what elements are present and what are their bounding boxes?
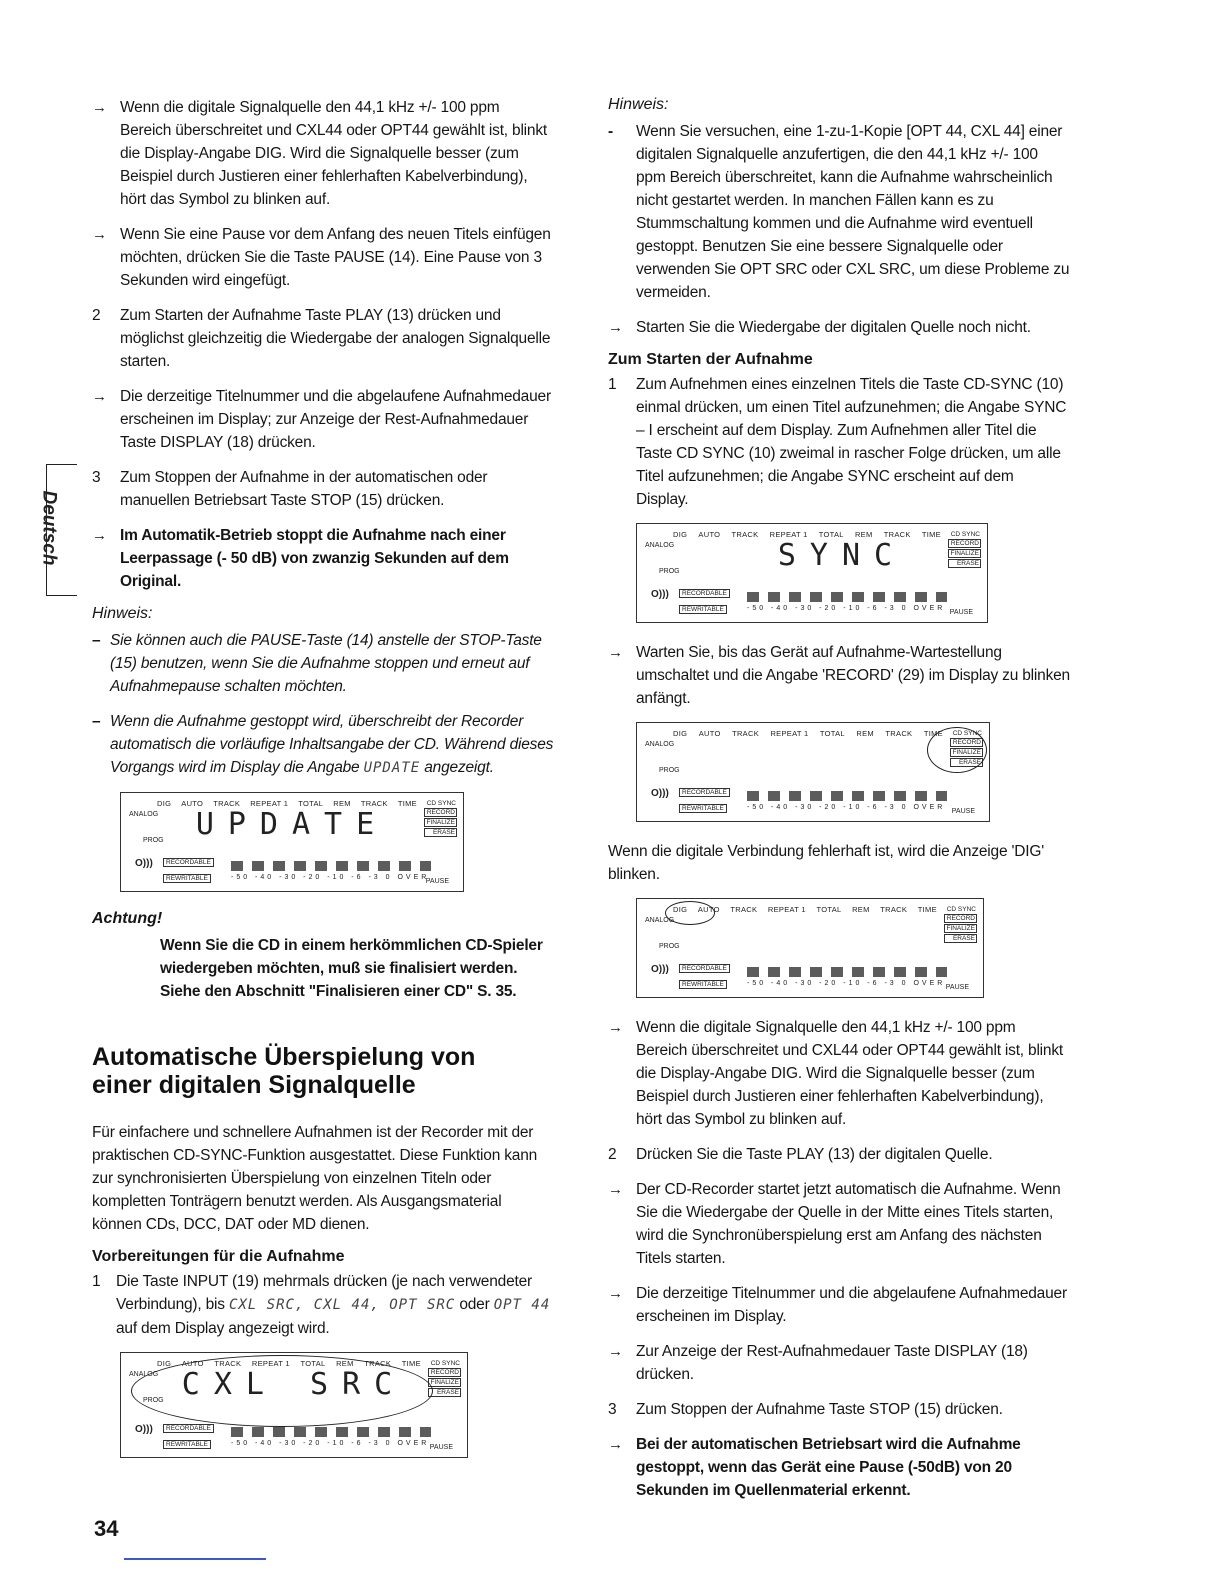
right-item: → Der CD-Recorder startet jetzt automatisch die Aufnahme. Wenn Sie die Wiedergabe der Quelle in der Mitte eines Titels starten, wird die Synchronüberspielung erst am Anfang des nächsten Titels starten.: [608, 1181, 1061, 1267]
level-meter: [231, 861, 431, 871]
left-item: → Wenn Sie eine Pause vor dem Anfang des neuen Titels einfügen möchten, drücken Sie die Taste PAUSE (14). Eine Pause von 3 Sekunden wird eingefügt.: [92, 226, 551, 289]
dig-text: Wenn die digitale Verbindung fehlerhaft ist, wird die Anzeige 'DIG' blinken.: [608, 843, 1044, 883]
lcd-main-text: CXL SRC: [181, 1367, 407, 1402]
side-tab-label: Deutsch: [38, 490, 60, 566]
start-item: 1 Zum Aufnehmen eines einzelnen Titels die Taste CD-SYNC (10) einmal drücken, um einen Titel aufzunehmen; die Angabe SYNC – I erscheint auf dem Display. Zum Aufnehmen aller Titel die Taste CD SYNC (10) zweimal in rascher Folge drücken, um alle Titel aufzunehmen; die Angabe SYNC erscheint auf dem Display.: [608, 376, 1067, 508]
right-item: → Die derzeitige Titelnummer und die abgelaufene Aufnahmedauer erscheinen im Display.: [608, 1285, 1067, 1325]
footer-rule: [124, 1558, 266, 1560]
display-cxl-src: DIG AUTO TRACK REPEAT 1 TOTAL REM TRACK TIME ANALOG PROG CXL SRC CD SYNC RECORD FINALIZE ERASE O))) RECORDABLE REWRITABLE -50 -40 -30 -20 -10 -6 -3 0 OVER PAUSE: [120, 1352, 468, 1458]
display-dig: DIG AUTO TRACK REPEAT 1 TOTAL REM TRACK TIME ANALOG PROG CD SYNC RECORD FINALIZE ERASE O))) RECORDABLE REWRITABLE -50 -40 -30 -20 -10 -6 -3 0 OVER PAUSE: [636, 898, 984, 998]
achtung-heading: Achtung!: [92, 910, 163, 927]
hinweis-item: – Sie können auch die PAUSE-Taste (14) anstelle der STOP-Taste (15) benutzen, wenn Sie die Aufnahme stoppen und erneut auf Aufnahmepause schalten möchten.: [92, 632, 542, 695]
left-item: → Die derzeitige Titelnummer und die abgelaufene Aufnahmedauer erscheinen im Display; zur Anzeige der Rest-Aufnahmedauer Taste DISPLAY (18) drücken.: [92, 388, 551, 451]
intro-text: Für einfachere und schnellere Aufnahmen ist der Recorder mit der praktischen CD-SYNC-Funktion ausgestattet. Diese Funktion kann zur synchronisierten Überspielung von einzelnen Titeln oder kompletten Tonträgern benutzt werden. Als Ausgangsmaterial können CDs, DCC, DAT oder MD dienen.: [92, 1124, 538, 1233]
lcd-main-text: UPDATE: [195, 807, 389, 842]
right-column: [608, 96, 1070, 1514]
left-item: 3 Zum Stoppen der Aufnahme in der automatischen oder manuellen Betriebsart Taste STOP (15) drücken.: [92, 469, 488, 509]
left-item: → Wenn die digitale Signalquelle den 44,1 kHz +/- 100 ppm Bereich überschreitet und CXL44 oder OPT44 gewählt ist, blinkt die Display-Angabe DIG. Wird die Signalquelle besser (zum Beispiel durch Justieren einer fehlerhaften Kabelverbindung), hört das Symbol zu blinken auf.: [92, 99, 548, 208]
lcd-main-text: SYNC: [777, 538, 907, 573]
right-item: → Wenn die digitale Signalquelle den 44,1 kHz +/- 100 ppm Bereich überschreitet und CXL44 oder OPT44 gewählt ist, blinkt die Display-Angabe DIG. Wird die Signalquelle besser (zum Beispiel durch Justieren einer fehlerhaften Kabelverbindung), hört das Symbol zu blinken auf.: [608, 1019, 1064, 1128]
achtung-text: Wenn Sie die CD in einem herkömmlichen CD-Spieler wiedergeben möchten, muß sie finalisiert werden. Siehe den Abschnitt "Finalisieren einer CD" S. 35.: [160, 937, 543, 1000]
right-item: → Starten Sie die Wiedergabe der digitalen Quelle noch nicht.: [608, 319, 1031, 336]
display-sync: DIG AUTO TRACK REPEAT 1 TOTAL REM TRACK TIME ANALOG PROG SYNC CD SYNC RECORD FINALIZE ERASE O))) RECORDABLE REWRITABLE -50 -40 -30 -20 -10 -6 -3 0 OVER PAUSE: [636, 523, 988, 623]
right-item-bold: → Bei der automatischen Betriebsart wird die Aufnahme gestoppt, wenn das Gerät eine Pause (-50dB) von 20 Sekunden im Quellenmaterial erkennt.: [608, 1436, 1021, 1499]
hinweis-item: – Wenn die Aufnahme gestoppt wird, überschreibt der Recorder automatisch die vorläufige Inhaltsangabe der CD. Während dieses Vorgangs wird im Display die Angabe UPDATE angezeigt.: [92, 713, 554, 776]
hinweis-item: - Wenn Sie versuchen, eine 1-zu-1-Kopie [OPT 44, CXL 44] einer digitalen Signalquelle anzufertigen, die den 44,1 kHz +/- 100 ppm Bereich überschreitet, kann die Aufnahme wahrscheinlich nicht gestartet werden. In manchen Fällen kann es zu Stummschaltung kommen und die Aufnahme wird eventuell gestoppt. Benutzen Sie eine bessere Signalquelle oder verwenden Sie OPT SRC oder CXL SRC, um diese Probleme zu vermeiden.: [608, 123, 1070, 301]
prep-item: 1 Die Taste INPUT (19) mehrmals drücken (je nach verwendeter Verbindung), bis CXL SRC, CXL 44, OPT SRC oder OPT 44 auf dem Display angezeigt wird.: [92, 1273, 551, 1337]
highlight-circle: [131, 1355, 433, 1427]
display-update: DIG AUTO TRACK REPEAT 1 TOTAL REM TRACK TIME ANALOG PROG UPDATE CD SYNC RECORD FINALIZE ERASE O))) RECORDABLE REWRITABLE -50 -40 -30 -20 -10 -6 -3 0 OVER PAUSE: [120, 792, 464, 892]
side-tab: [38, 464, 77, 596]
hinweis-heading: Hinweis:: [608, 96, 669, 113]
hinweis-heading: Hinweis:: [92, 605, 153, 622]
record-highlight-circle: [927, 727, 987, 773]
right-item: 3 Zum Stoppen der Aufnahme Taste STOP (15) drücken.: [608, 1401, 1003, 1418]
start-heading: Zum Starten der Aufnahme: [608, 351, 813, 368]
right-item: → Zur Anzeige der Rest-Aufnahmedauer Taste DISPLAY (18) drücken.: [608, 1343, 1028, 1383]
right-item: → Warten Sie, bis das Gerät auf Aufnahme-Wartestellung umschaltet und die Angabe 'RECORD' (29) im Display zu blinken anfängt.: [608, 644, 1070, 707]
left-item-bold: → Im Automatik-Betrieb stoppt die Aufnahme nach einer Leerpassage (- 50 dB) von zwanzig Sekunden auf dem Original.: [92, 527, 509, 590]
display-record: DIG AUTO TRACK REPEAT 1 TOTAL REM TRACK TIME ANALOG PROG CD SYNC RECORD FINALIZE ERASE O))) RECORDABLE REWRITABLE -50 -40 -30 -20 -10 -6 -3 0 OVER PAUSE: [636, 722, 990, 822]
section-title: Automatische Überspielung von einer digitalen Signalquelle: [92, 1043, 476, 1099]
lcd-status: CD SYNC RECORD FINALIZE ERASE: [426, 800, 456, 836]
right-item: 2 Drücken Sie die Taste PLAY (13) der digitalen Quelle.: [608, 1146, 993, 1163]
left-item: 2 Zum Starten der Aufnahme Taste PLAY (13) drücken und möglichst gleichzeitig die Wiedergabe der analogen Signalquelle starten.: [92, 307, 551, 370]
page-number: 34: [94, 1516, 119, 1541]
left-column: [92, 96, 554, 1476]
prep-heading: Vorbereitungen für die Aufnahme: [92, 1248, 345, 1265]
lcd-top-labels: DIG AUTO TRACK REPEAT 1 TOTAL REM TRACK TIME: [157, 799, 417, 808]
